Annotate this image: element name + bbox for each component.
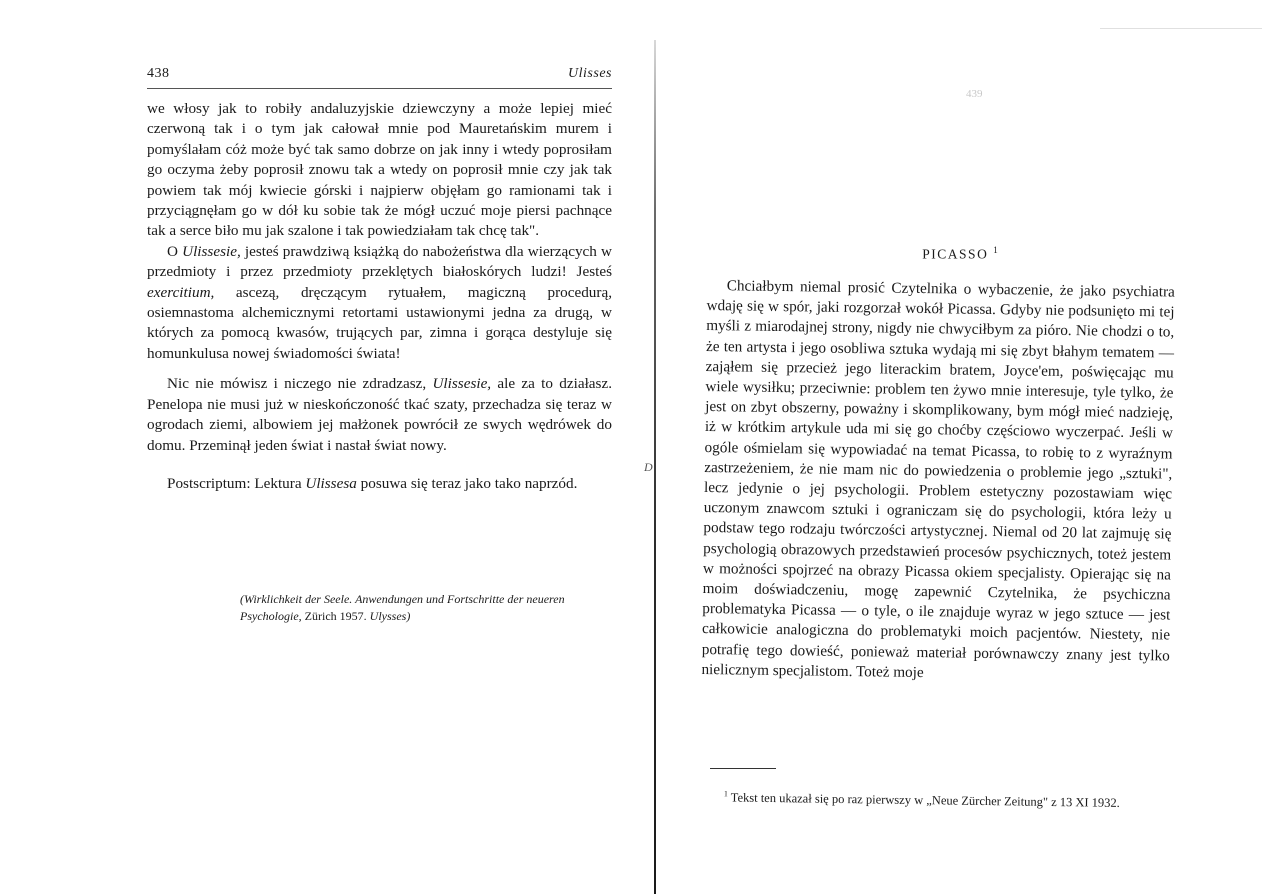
left-page-number: 438: [147, 66, 170, 81]
left-postscript-text-b: posuwa się teraz jako tako naprzód.: [356, 474, 578, 492]
book-gutter: [654, 40, 656, 894]
left-paragraph-2-text-b: ascezą, dręczącym rytuałem, magiczną procedurą, osiemnastoma alchemicznymi retortami ustawionymi jedna za drugą, w których za pomocą kwasów, trujących par, zimna i gorąca destyluje się homunkulusa nowej świadomości świata!: [147, 283, 612, 362]
left-paragraph-3-text-b: ale za to działasz. Penelopa nie musi już w nieskończoność tkać szaty, przechadza się teraz w ogrodach ziemi, albowiem jej małżonek powrócił ze swych wędrówek do domu. Przeminął jeden świat i nastał świat nowy.: [147, 375, 612, 454]
left-paragraph-1: we włosy jak to robiły andaluzyjskie dziewczyny a może lepiej mieć czerwoną tak i o tym jak całował mnie pod Mauretańskim murem i pomyślałam cóż może być tak samo dobrze on jak inny i wtedy poprosiłam go oczyma żeby poprosił znowu tak a wtedy on poprosił mnie czy jak tak powiem tak mój kwiecie górski i najpierw objęłam go ramionami tak i przyciągnęłam go w dół ku sobie tak że mógł uczuć moje piersi pachnące tak a serce biło mu jak szalone i tak powiedziałam tak chcę tak".: [147, 100, 612, 240]
left-paragraph-2-term: exercitium,: [147, 283, 215, 301]
left-head-rule: [147, 88, 612, 89]
right-body-text: [701, 276, 1175, 687]
left-postscript-title: Ulissesa: [305, 474, 357, 492]
left-paragraph-2-title: Ulissesie,: [182, 242, 241, 260]
left-paragraph-2: [147, 242, 612, 364]
footnote-marker: 1: [723, 789, 728, 799]
gutter-mark: D: [644, 460, 653, 474]
left-postscript-text-a: Postscriptum: Lektura: [167, 474, 306, 492]
left-running-title: Ulisses: [568, 66, 612, 81]
source-citation-place: Zürich 1957.: [304, 609, 367, 623]
chapter-title-text: PICASSO: [922, 246, 989, 262]
source-citation-chapter: Ulysses): [366, 609, 411, 623]
page-edge-line: [1100, 28, 1262, 29]
left-paragraph-2-lead: O: [167, 242, 183, 260]
left-paragraph-3-text-a: Nic nie mówisz i niczego nie zdradzasz,: [167, 375, 433, 393]
chapter-note-ref: 1: [993, 245, 998, 255]
left-paragraph-2-text-a: jesteś prawdziwą książką do nabożeństwa dla wierzących w przedmioty i przez przedmioty przeklętych białoskórych ludzi! Jesteś: [147, 242, 612, 281]
footnote-rule: [710, 768, 776, 769]
left-paragraph-3-title: Ulissesie,: [432, 375, 492, 393]
footnote-text: Tekst ten ukazał się po raz pierwszy w „Neue Zürcher Zeitung" z 13 XI 1932.: [730, 790, 1120, 810]
right-page-number: 439: [966, 88, 983, 100]
left-postscript: [147, 474, 612, 494]
right-paragraph-1: Chciałbym niemal prosić Czytelnika o wybaczenie, że jako psychiatra wdaję się w spór, jaki rozgorzał wokół Picassa. Gdyby nie podsunięto mi tej myśli z miarodajnej strony, nigdy nie chwyciłbym za pióro. Nie chodzi o to, że ten artysta i jego osobliwa sztuka wydają mi się zbyt błahym tematem — zająłem się przecież jego literackim bratem, Joyce'em, poświęcając mu wiele wysiłku; przeciwnie: problem ten żywo mnie interesuje, tyle tylko, że jest on zbyt obszerny, poważny i skomplikowany, bym mógł mieć nadzieję, iż w krótkim artykule uda mi się go choćby częściowo wyczerpać. Jeśli w ogóle ośmielam się wypowiadać na temat Picassa, to robię to z wyraźnym zastrzeżeniem, że nie mam nic do powiedzenia o problemie jego „sztuki", lecz jedynie o jej psychologii. Problem estetyczny pozostawiam więc uczonym znawcom sztuki i ograniczam się do psychologii, która leży u podstaw tego rodzaju twórczości artystycznej. Niemal od 20 lat zajmuję się psychologią obrazowych przedstawień procesów psychicznych, toteż jestem w możności spojrzeć na obrazy Picassa okiem specjalisty. Opierając się na moim doświadczeniu, mogę zapewnić Czytelnika, że psychiczna problematyka Picassa — o tyle, o ile znajduje wyraz w jego sztuce — jest całkowicie analogiczna do problematyki moich pacjentów. Niestety, nie potrafię tego dowieść, ponieważ materiał porównawczy znany jest tylko nielicznym specjalistom. Toteż moje: [701, 277, 1175, 681]
left-body-text: [147, 99, 612, 494]
chapter-title: [660, 245, 1260, 263]
left-source-citation: [240, 591, 620, 625]
source-citation-title: (Wirklichkeit der Seele. Anwendungen und Fortschritte der neueren Psychologie,: [240, 592, 565, 623]
left-paragraph-3: [147, 374, 612, 456]
